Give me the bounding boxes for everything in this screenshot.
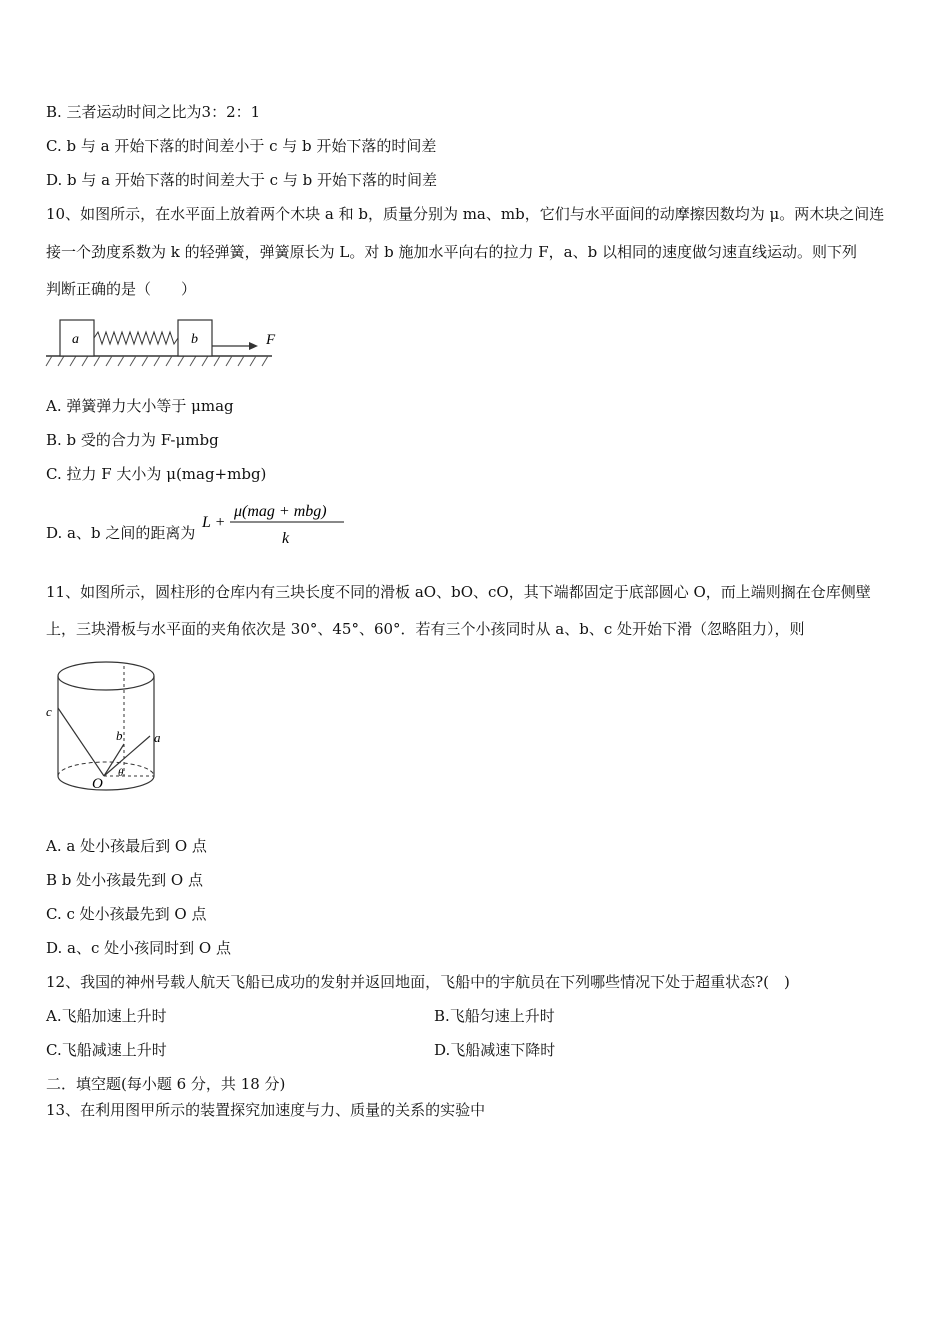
cylinder-figure [42,656,172,806]
slide-c [58,708,104,776]
label-b: b [116,728,123,743]
q10-stem-line1: 10、如图所示，在水平面上放着两个木块 a 和 b，质量分别为 ma、mb，它们与水平面间的动摩擦因数均为 μ。两木块之间连 [46,205,885,223]
q10-option-d-formula [200,496,350,550]
q11-option-c: C. c 处小孩最先到 O 点 [46,905,207,923]
formula-l: L + [202,514,226,531]
spring-blocks-figure [44,316,294,376]
q10-option-d: D. a、b 之间的距离为 [46,524,196,542]
block-a-label: a [72,332,79,347]
label-c: c [46,704,52,719]
q9-option-c: C. b 与 a 开始下落的时间差小于 c 与 b 开始下落的时间差 [46,137,437,155]
q9-option-d: D. b 与 a 开始下落的时间差大于 c 与 b 开始下落的时间差 [46,171,437,189]
q12-option-a: A.飞船加速上升时 [46,1007,167,1025]
q11-stem-line2: 上，三块滑板与水平面的夹角依次是 30°、45°、60°．若有三个小孩同时从 a、b、c 处开始下滑（忽略阻力），则 [46,620,805,638]
q10-stem-line2: 接一个劲度系数为 k 的轻弹簧，弹簧原长为 L。对 b 施加水平向右的拉力 F，a、b 以相同的速度做匀速直线运动。则下列 [46,243,857,261]
q12-option-d: D.飞船减速下降时 [434,1041,556,1059]
q12-stem: 12、我国的神州号载人航天飞船已成功的发射并返回地面，飞船中的宇航员在下列哪些情况下处于超重状态?( ) [46,973,790,991]
q11-option-d: D. a、c 处小孩同时到 O 点 [46,939,231,957]
q12-option-c: C.飞船减速上升时 [46,1041,167,1059]
force-label: F [266,332,276,348]
formula-denominator: k [282,530,290,547]
cylinder-top [58,662,154,690]
section-2-title: 二．填空题(每小题 6 分，共 18 分) [46,1075,286,1093]
q10-stem-line3: 判断正确的是（ ） [46,280,197,298]
spring [94,332,178,344]
q10-option-c: C. 拉力 F 大小为 μ(mag+mbg) [46,465,267,483]
label-a: a [154,730,161,745]
label-theta: θ [118,767,124,779]
slide-a [104,736,150,776]
label-o: O [92,776,103,792]
formula-numerator: μ(mag + mbg) [234,503,327,520]
q10-option-a: A. 弹簧弹力大小等于 μmag [46,397,234,415]
block-b-label: b [191,332,198,347]
q11-stem-line1: 11、如图所示，圆柱形的仓库内有三块长度不同的滑板 aO、bO、cO，其下端都固定于底部圆心 O，而上端则搁在仓库侧壁 [46,583,871,601]
q11-option-a: A. a 处小孩最后到 O 点 [46,837,207,855]
q13-stem: 13、在利用图甲所示的装置探究加速度与力、质量的关系的实验中 [46,1101,486,1119]
q11-option-b: B b 处小孩最先到 O 点 [46,871,203,889]
q10-option-b: B. b 受的合力为 F-μmbg [46,431,219,449]
q9-option-b: B. 三者运动时间之比为3：2：1 [46,103,261,121]
q12-option-b: B.飞船匀速上升时 [434,1007,555,1025]
